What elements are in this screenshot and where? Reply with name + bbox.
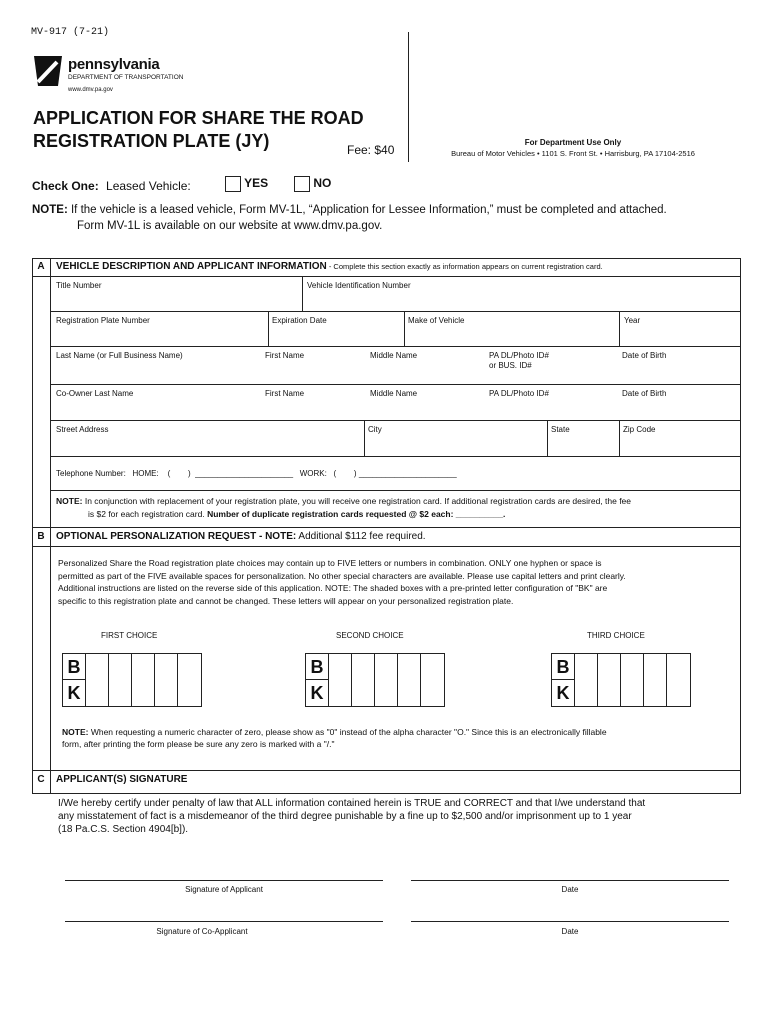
keystone-icon (31, 54, 65, 88)
logo-name: pennsylvania (68, 56, 160, 73)
preprinted-bk (63, 654, 86, 706)
section-a-note-line2a: is $2 for each registration card. (88, 509, 208, 519)
section-b-letter: B (37, 531, 45, 542)
section-a-note-line2 (88, 509, 505, 519)
field-middle-name[interactable]: Middle Name (370, 351, 418, 360)
field-city[interactable]: City (368, 425, 382, 434)
coapplicant-date-line[interactable] (411, 921, 729, 922)
char-box[interactable] (86, 654, 109, 706)
date-label-1: Date (561, 885, 579, 894)
section-a-title: VEHICLE DESCRIPTION AND APPLICANT INFORMATION (56, 261, 327, 272)
field-make[interactable]: Make of Vehicle (408, 316, 465, 325)
section-b-note-label: NOTE: (62, 727, 89, 737)
field-co-pa-dl[interactable]: PA DL/Photo ID# (489, 389, 549, 398)
section-b-para-4: specific to this registration plate and cannot be changed. These letters will appear on your personalized registration plate. (58, 595, 514, 606)
field-vin[interactable]: Vehicle Identification Number (307, 281, 411, 290)
field-expiration[interactable]: Expiration Date (272, 316, 327, 325)
section-b-title: OPTIONAL PERSONALIZATION REQUEST - NOTE: (56, 531, 297, 542)
note-top-line2: Form MV-1L is available on our website at www.dmv.pa.gov. (77, 220, 383, 232)
second-choice-label: SECOND CHOICE (336, 631, 404, 640)
char-box[interactable] (398, 654, 421, 706)
note-top (32, 204, 752, 216)
char-box[interactable] (109, 654, 132, 706)
section-a-note (56, 496, 740, 506)
first-choice-plate (62, 653, 202, 707)
char-box[interactable] (375, 654, 398, 706)
section-c-title: APPLICANT(S) SIGNATURE (56, 774, 188, 785)
char-box[interactable] (178, 654, 201, 706)
logo-url: www.dmv.pa.gov (68, 87, 113, 93)
field-title-number[interactable]: Title Number (56, 281, 102, 290)
yes-label: YES (244, 176, 269, 191)
char-box[interactable] (352, 654, 375, 706)
section-letter-column (50, 258, 51, 794)
note-top-line1: If the vehicle is a leased vehicle, Form MV-1L, “Application for Lessee Information,” must be completed and attached. (70, 204, 667, 216)
field-plate-number[interactable]: Registration Plate Number (56, 316, 150, 325)
char-box[interactable] (329, 654, 352, 706)
section-a-header (56, 261, 740, 272)
dept-use-title: For Department Use Only (524, 138, 622, 147)
note-top-label: NOTE: (32, 204, 68, 216)
applicant-signature-line[interactable] (65, 880, 383, 881)
signature-coapplicant-label: Signature of Co-Applicant (156, 927, 248, 936)
section-b-para-2: permitted as part of the FIVE available spaces for personalization. No other special characters are available. Please use capital letters and print clearly. (58, 570, 626, 581)
char-box[interactable] (644, 654, 667, 706)
second-choice-plate (305, 653, 445, 707)
section-b-para-3: Additional instructions are listed on the reverse side of this application. NOTE: The shaded boxes with a pre-printed letter configuration of "BK" are (58, 583, 608, 593)
section-b-note-line2: form, after printing the form please be sure any zero is marked with a "/." (62, 739, 335, 749)
field-telephone[interactable]: Telephone Number: HOME: ( ) ______________________ WORK: ( ) ______________________ (56, 469, 457, 478)
section-c-paragraph (58, 797, 738, 836)
check-one-row (32, 179, 191, 193)
char-box[interactable] (421, 654, 444, 706)
section-b-title-extra: Additional $112 fee required. (296, 531, 426, 542)
section-c-para-1: I/We hereby certify under penalty of law that ALL information contained herein is TRUE and CORRECT and that I/we understand that (58, 798, 646, 809)
preprinted-b: B (63, 654, 85, 680)
third-choice-plate (551, 653, 691, 707)
third-choice-label: THIRD CHOICE (587, 631, 645, 640)
title-line2: REGISTRATION PLATE (JY) (33, 131, 270, 151)
fee-label: Fee: $40 (347, 143, 395, 157)
section-a-note-label: NOTE: (56, 496, 83, 506)
leased-question: Leased Vehicle: (106, 179, 191, 193)
field-co-first-name[interactable]: First Name (265, 389, 305, 398)
no-label: NO (313, 176, 332, 191)
char-box[interactable] (132, 654, 155, 706)
preprinted-k: K (67, 683, 81, 703)
preprinted-bk (306, 654, 329, 706)
field-street[interactable]: Street Address (56, 425, 109, 434)
field-dob[interactable]: Date of Birth (622, 351, 667, 360)
char-box[interactable] (621, 654, 644, 706)
first-choice-label: FIRST CHOICE (101, 631, 158, 640)
logo (31, 54, 201, 98)
coapplicant-signature-line[interactable] (65, 921, 383, 922)
section-c-letter: C (37, 774, 45, 785)
form-number: MV-917 (7-21) (31, 27, 110, 38)
form-frame (32, 258, 741, 794)
field-bus-id: or BUS. ID# (489, 361, 532, 370)
section-b-paragraph (58, 557, 738, 607)
field-co-last-name[interactable]: Co-Owner Last Name (56, 389, 134, 398)
section-c-para-3: (18 Pa.C.S. Section 4904[b]). (58, 824, 189, 835)
yes-checkbox[interactable] (225, 176, 241, 192)
no-checkbox[interactable] (294, 176, 310, 192)
date-label-2: Date (561, 927, 579, 936)
field-co-dob[interactable]: Date of Birth (622, 389, 667, 398)
field-state[interactable]: State (551, 425, 570, 434)
dept-use-address: Bureau of Motor Vehicles • 1101 S. Front St. • Harrisburg, PA 17104-2516 (451, 149, 695, 158)
preprinted-b: B (552, 654, 574, 680)
char-box[interactable] (667, 654, 690, 706)
section-a-note-line1: In conjunction with replacement of your registration plate, you will receive one registration card. If additional registration cards are desired, the fee (84, 496, 632, 506)
char-box[interactable] (598, 654, 621, 706)
duplicate-cards-count[interactable]: Number of duplicate registration cards requested @ $2 each: __________. (207, 509, 506, 519)
check-one-label: Check One: (32, 179, 99, 193)
preprinted-b: B (306, 654, 328, 680)
applicant-date-line[interactable] (411, 880, 729, 881)
signature-applicant-label: Signature of Applicant (185, 885, 263, 894)
field-co-middle-name[interactable]: Middle Name (370, 389, 418, 398)
preprinted-k: K (310, 683, 324, 703)
field-year[interactable]: Year (624, 316, 641, 325)
char-box[interactable] (155, 654, 178, 706)
preprinted-k: K (556, 683, 570, 703)
section-b-para-1: Personalized Share the Road registration plate choices may contain up to FIVE letters or numbers in combination. ONLY one hyphen or space is (58, 558, 602, 568)
field-last-name[interactable]: Last Name (or Full Business Name) (56, 351, 183, 360)
field-pa-dl[interactable]: PA DL/Photo ID# (489, 351, 549, 360)
title-line1: APPLICATION FOR SHARE THE ROAD (33, 108, 364, 128)
field-zip[interactable]: Zip Code (623, 425, 656, 434)
section-c-para-2: any misstatement of fact is a misdemeanor of the third degree punishable by a fine up to $2,500 and/or imprisonment up to 1 year (58, 811, 632, 822)
field-first-name[interactable]: First Name (265, 351, 305, 360)
section-b-header (56, 531, 426, 542)
logo-dept: DEPARTMENT OF TRANSPORTATION (68, 74, 184, 81)
section-a-subtitle: - Complete this section exactly as information appears on current registration card. (326, 262, 603, 271)
section-b-note (62, 727, 607, 737)
section-a-letter: A (37, 261, 45, 272)
char-box[interactable] (575, 654, 598, 706)
section-b-note-line1: When requesting a numeric character of zero, please show as "0" instead of the alpha character "O." Since this is an electronically fillable (90, 727, 607, 737)
preprinted-bk (552, 654, 575, 706)
